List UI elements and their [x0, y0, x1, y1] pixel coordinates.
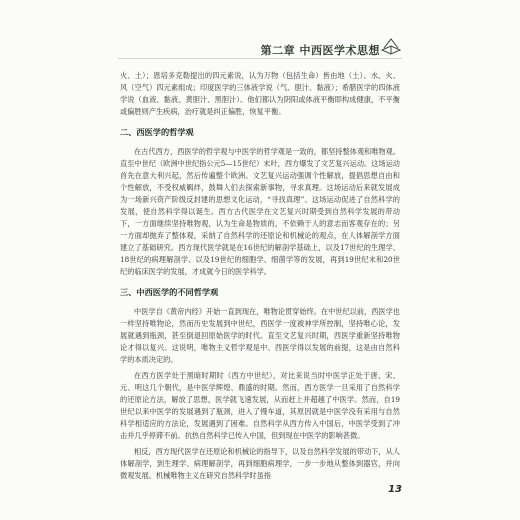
body-text [120, 70, 400, 486]
paragraph: 在西方医学处于黑暗时期时（西方中世纪），对比来说当时中医学正处于唐、宋、元、明这几个朝代，是中医学辉煌、鼎盛的时期。然而，西方医学一旦采用了自然科学的还原论方法，解放了思想，医学就飞速发展，从而赶上并超越了中医学。然而，自19世纪以来中医学的发展遇到了瓶颈，进入了慢车道，其原因就是中医学没有采用与自然科学相适应的方法论，发展遇到了困难。自然科学从西方传入中国后，中医学受到了冲击并几乎停滞不前。抗热自然科学已传入中国，但到现在中医学的影响甚微。 [120, 371, 400, 440]
header-rule [118, 58, 402, 59]
paragraph: 相反，西方现代医学在还原论和机械论的指导下，以及自然科学发展的带动下，从人体解剖学，到生理学、病理解剖学，再到细胞病理学，一步一步地从整体到器官，并向微观发展。机械唯物主义在研究自然科学时虽指 [120, 447, 400, 480]
section-heading-3: 三、中西医学的不同哲学观 [120, 287, 219, 297]
paragraph: 在古代西方，西医学的哲学观与中医学的哲学观是一致的，都坚持整体观和唯物观。直至中世纪（欧洲中世纪指公元5—15世纪）末叶，西方爆发了文艺复兴运动。这场运动首先在意大利兴起，然后传遍整个欧洲。文艺复兴运动强调个性解放，提倡思想自由和个性解放，不受权威羁绊，鼓舞人们去探索新事物，寻求真理。这场运动后来就发展成为一场新兴资产阶级反封建的思想文化运动，“寻找真理”。这场运动促进了自然科学的发展，使自然科学得以诞生。西方古代医学在文艺复兴时期受到自然科学发展的带动下，一方面继续坚持唯物观，认为生命是物质的，不依赖于人的意志而客观存在的；另一方面却抛弃了整体观，采纳了自然科学的还原论和机械论的观点，在人体解剖学方面建立了基础研究。西方现代医学就是在16世纪的解剖学基础上，以及17世纪的生理学、18世纪的病理解剖学、以及19世纪的细胞学、细菌学等的发展，再到19世纪末和20世纪的临床医学的发展，才成就今日的医学科学。 [120, 147, 400, 276]
chapter-title: 第二章 中西医学术思想 [260, 44, 380, 57]
paragraph: 中医学自《黄帝内经》开始一直到现在，唯物论贯穿始终。在中世纪以前，西医学也一样坚持唯物论，然而历史发展到中世纪，西医学一度被神学所控制，坚持唯心论，发展就遇到瓶颈，甚至倒退回原始医学的时代。直至文艺复兴时期，西医学重新坚持唯物论才得以复兴。这说明，唯物主义哲学观是中、西医学得以发展的前提，这是由自然科学的本质决定的。 [120, 307, 400, 364]
page-number: 13 [388, 484, 402, 495]
running-header [0, 36, 520, 62]
book-icon [380, 36, 402, 56]
paragraph-continued: 火、土）；恩培多克勒提出的四元素说，认为万物（包括生命）皆由地（土）、水、火、风（空气）四元素组成；印度医学的三体液学说（气、胆汁、黏液）；希腊医学的四体液学说（血液、黏液、黄胆汁、黑胆汁）。他们都认为阴阳或体液平衡即构成健康，不平衡或偏胜则产生疾病，治疗就是纠正偏胜，恢复平衡。 [120, 71, 400, 116]
section-heading-2: 二、西医学的哲学观 [120, 127, 194, 137]
